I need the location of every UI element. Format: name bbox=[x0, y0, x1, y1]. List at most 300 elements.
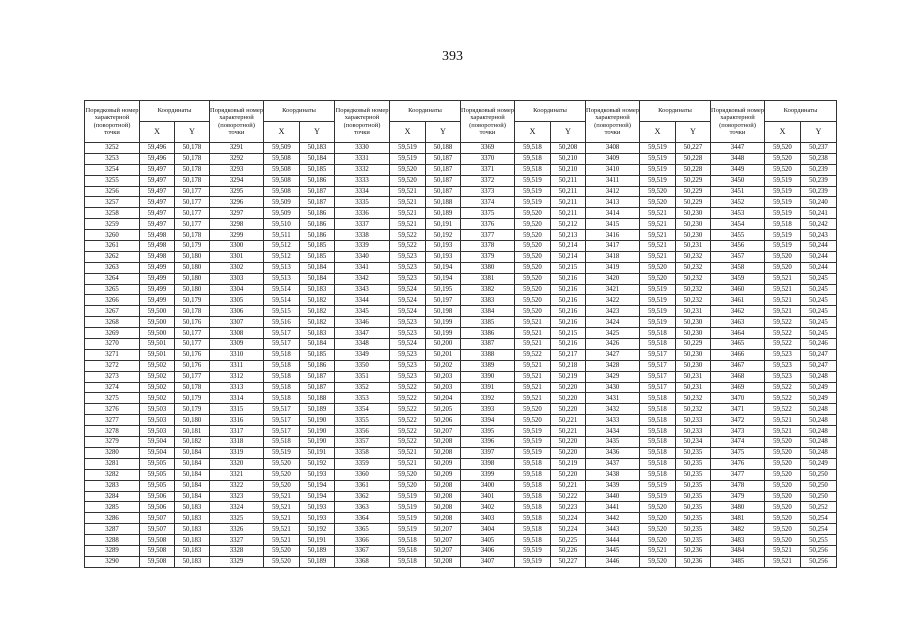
point-number-cell: 3376 bbox=[461, 219, 515, 230]
x-coordinate-cell: 59,524 bbox=[390, 284, 426, 295]
x-coordinate-cell: 59,518 bbox=[264, 360, 300, 371]
point-number-cell: 3298 bbox=[210, 219, 264, 230]
x-coordinate-cell: 59,501 bbox=[140, 339, 175, 350]
x-coordinate-cell: 59,520 bbox=[765, 437, 801, 448]
x-coordinate-cell: 59,498 bbox=[140, 241, 175, 252]
y-coordinate-cell: 50,221 bbox=[551, 415, 586, 426]
point-number-cell: 3289 bbox=[85, 545, 140, 556]
x-coordinate-cell: 59,521 bbox=[640, 230, 676, 241]
x-coordinate-cell: 59,519 bbox=[515, 447, 551, 458]
point-number-cell: 3441 bbox=[586, 502, 640, 513]
x-coordinate-cell: 59,520 bbox=[390, 469, 426, 480]
point-number-cell: 3391 bbox=[461, 382, 515, 393]
point-number-cell: 3260 bbox=[85, 230, 140, 241]
x-coordinate-cell: 59,517 bbox=[640, 349, 676, 360]
x-coordinate-cell: 59,513 bbox=[264, 262, 300, 273]
point-number-cell: 3430 bbox=[586, 382, 640, 393]
point-number-cell: 3327 bbox=[210, 535, 264, 546]
y-coordinate-cell: 50,194 bbox=[426, 273, 461, 284]
point-number-cell: 3455 bbox=[711, 230, 765, 241]
x-coordinate-cell: 59,519 bbox=[640, 295, 676, 306]
x-coordinate-cell: 59,521 bbox=[765, 306, 801, 317]
point-number-cell: 3411 bbox=[586, 175, 640, 186]
table-row bbox=[85, 524, 837, 535]
x-coordinate-cell: 59,518 bbox=[264, 437, 300, 448]
y-coordinate-cell: 50,216 bbox=[551, 295, 586, 306]
point-number-cell: 3362 bbox=[335, 491, 390, 502]
point-number-cell: 3462 bbox=[711, 306, 765, 317]
x-coordinate-cell: 59,520 bbox=[765, 491, 801, 502]
point-number-cell: 3410 bbox=[586, 164, 640, 175]
y-coordinate-cell: 50,183 bbox=[300, 143, 335, 154]
point-number-cell: 3393 bbox=[461, 404, 515, 415]
point-number-cell: 3264 bbox=[85, 273, 140, 284]
y-coordinate-cell: 50,231 bbox=[676, 306, 711, 317]
y-coordinate-cell: 50,220 bbox=[551, 404, 586, 415]
y-coordinate-cell: 50,235 bbox=[676, 480, 711, 491]
x-coordinate-cell: 59,499 bbox=[140, 262, 175, 273]
y-coordinate-cell: 50,248 bbox=[801, 426, 837, 437]
y-coordinate-cell: 50,195 bbox=[426, 284, 461, 295]
y-coordinate-cell: 50,178 bbox=[175, 230, 210, 241]
x-coordinate-cell: 59,522 bbox=[765, 339, 801, 350]
point-number-cell: 3301 bbox=[210, 251, 264, 262]
y-coordinate-cell: 50,243 bbox=[801, 230, 837, 241]
y-coordinate-cell: 50,190 bbox=[300, 426, 335, 437]
table-row bbox=[85, 262, 837, 273]
point-number-cell: 3296 bbox=[210, 197, 264, 208]
point-number-cell: 3343 bbox=[335, 284, 390, 295]
point-number-cell: 3320 bbox=[210, 458, 264, 469]
point-number-cell: 3437 bbox=[586, 458, 640, 469]
y-coordinate-cell: 50,218 bbox=[551, 360, 586, 371]
y-coordinate-cell: 50,232 bbox=[676, 393, 711, 404]
y-coordinate-cell: 50,190 bbox=[300, 437, 335, 448]
x-coordinate-cell: 59,520 bbox=[515, 295, 551, 306]
point-number-cell: 3405 bbox=[461, 535, 515, 546]
y-coordinate-cell: 50,204 bbox=[426, 393, 461, 404]
point-number-cell: 3344 bbox=[335, 295, 390, 306]
table-row bbox=[85, 458, 837, 469]
y-coordinate-cell: 50,177 bbox=[175, 328, 210, 339]
x-coordinate-cell: 59,520 bbox=[765, 535, 801, 546]
x-coordinate-cell: 59,504 bbox=[140, 447, 175, 458]
x-coordinate-cell: 59,519 bbox=[264, 447, 300, 458]
table-row bbox=[85, 339, 837, 350]
point-number-cell: 3459 bbox=[711, 273, 765, 284]
x-coordinate-cell: 59,520 bbox=[264, 469, 300, 480]
table-row bbox=[85, 349, 837, 360]
point-number-cell: 3318 bbox=[210, 437, 264, 448]
x-coordinate-cell: 59,520 bbox=[515, 306, 551, 317]
point-number-cell: 3369 bbox=[461, 143, 515, 154]
point-number-cell: 3432 bbox=[586, 404, 640, 415]
x-coordinate-cell: 59,520 bbox=[515, 219, 551, 230]
point-number-cell: 3413 bbox=[586, 197, 640, 208]
x-coordinate-cell: 59,519 bbox=[390, 491, 426, 502]
table-row bbox=[85, 426, 837, 437]
y-coordinate-cell: 50,242 bbox=[801, 219, 837, 230]
x-coordinate-cell: 59,522 bbox=[390, 415, 426, 426]
point-number-cell: 3387 bbox=[461, 339, 515, 350]
y-coordinate-cell: 50,250 bbox=[801, 469, 837, 480]
x-coordinate-cell: 59,520 bbox=[515, 284, 551, 295]
y-coordinate-cell: 50,256 bbox=[801, 545, 837, 556]
point-number-cell: 3262 bbox=[85, 251, 140, 262]
point-number-cell: 3348 bbox=[335, 339, 390, 350]
x-coordinate-cell: 59,520 bbox=[515, 404, 551, 415]
y-coordinate-cell: 50,185 bbox=[300, 251, 335, 262]
point-number-cell: 3382 bbox=[461, 284, 515, 295]
y-coordinate-cell: 50,180 bbox=[175, 251, 210, 262]
y-coordinate-cell: 50,248 bbox=[801, 447, 837, 458]
table-row bbox=[85, 393, 837, 404]
x-coordinate-cell: 59,519 bbox=[390, 143, 426, 154]
point-number-cell: 3353 bbox=[335, 393, 390, 404]
point-number-cell: 3375 bbox=[461, 208, 515, 219]
y-coordinate-cell: 50,245 bbox=[801, 328, 837, 339]
x-coordinate-cell: 59,522 bbox=[390, 426, 426, 437]
point-number-cell: 3426 bbox=[586, 339, 640, 350]
y-coordinate-cell: 50,248 bbox=[801, 371, 837, 382]
x-coordinate-cell: 59,520 bbox=[765, 251, 801, 262]
point-number-cell: 3482 bbox=[711, 524, 765, 535]
x-coordinate-cell: 59,498 bbox=[140, 251, 175, 262]
point-number-cell: 3277 bbox=[85, 415, 140, 426]
point-number-cell: 3359 bbox=[335, 458, 390, 469]
y-coordinate-cell: 50,220 bbox=[551, 393, 586, 404]
y-coordinate-cell: 50,187 bbox=[426, 175, 461, 186]
y-coordinate-cell: 50,183 bbox=[175, 535, 210, 546]
y-coordinate-cell: 50,185 bbox=[300, 241, 335, 252]
y-coordinate-cell: 50,177 bbox=[175, 197, 210, 208]
x-coordinate-cell: 59,519 bbox=[765, 230, 801, 241]
y-coordinate-cell: 50,189 bbox=[300, 404, 335, 415]
x-coordinate-cell: 59,519 bbox=[640, 491, 676, 502]
point-number-cell: 3288 bbox=[85, 535, 140, 546]
y-coordinate-cell: 50,193 bbox=[300, 513, 335, 524]
y-header: Y bbox=[300, 122, 335, 143]
point-number-cell: 3388 bbox=[461, 349, 515, 360]
table-row bbox=[85, 317, 837, 328]
y-coordinate-cell: 50,246 bbox=[801, 339, 837, 350]
x-coordinate-cell: 59,518 bbox=[264, 349, 300, 360]
point-number-cell: 3286 bbox=[85, 513, 140, 524]
y-header: Y bbox=[551, 122, 586, 143]
x-coordinate-cell: 59,521 bbox=[515, 317, 551, 328]
y-coordinate-cell: 50,250 bbox=[801, 480, 837, 491]
point-number-cell: 3352 bbox=[335, 382, 390, 393]
point-number-cell: 3370 bbox=[461, 153, 515, 164]
point-number-cell: 3365 bbox=[335, 524, 390, 535]
y-coordinate-cell: 50,254 bbox=[801, 524, 837, 535]
y-coordinate-cell: 50,239 bbox=[801, 186, 837, 197]
x-coordinate-cell: 59,518 bbox=[515, 164, 551, 175]
point-number-cell: 3476 bbox=[711, 458, 765, 469]
y-coordinate-cell: 50,187 bbox=[300, 186, 335, 197]
x-coordinate-cell: 59,520 bbox=[264, 458, 300, 469]
point-number-cell: 3293 bbox=[210, 164, 264, 175]
x-coordinate-cell: 59,518 bbox=[640, 328, 676, 339]
x-coordinate-cell: 59,523 bbox=[390, 328, 426, 339]
x-coordinate-cell: 59,521 bbox=[515, 393, 551, 404]
y-coordinate-cell: 50,208 bbox=[426, 447, 461, 458]
y-coordinate-cell: 50,208 bbox=[426, 556, 461, 567]
x-coordinate-cell: 59,518 bbox=[640, 458, 676, 469]
y-coordinate-cell: 50,178 bbox=[175, 164, 210, 175]
x-coordinate-cell: 59,523 bbox=[765, 349, 801, 360]
x-coordinate-cell: 59,521 bbox=[765, 284, 801, 295]
x-coordinate-cell: 59,512 bbox=[264, 251, 300, 262]
coordinates-header: Координаты bbox=[765, 101, 837, 122]
table-row bbox=[85, 535, 837, 546]
point-number-cell: 3456 bbox=[711, 241, 765, 252]
y-coordinate-cell: 50,211 bbox=[551, 186, 586, 197]
coordinates-header: Координаты bbox=[515, 101, 586, 122]
x-coordinate-cell: 59,522 bbox=[390, 393, 426, 404]
y-coordinate-cell: 50,183 bbox=[300, 284, 335, 295]
y-coordinate-cell: 50,209 bbox=[426, 458, 461, 469]
x-coordinate-cell: 59,523 bbox=[765, 360, 801, 371]
point-number-cell: 3473 bbox=[711, 426, 765, 437]
x-coordinate-cell: 59,521 bbox=[765, 426, 801, 437]
x-coordinate-cell: 59,520 bbox=[640, 524, 676, 535]
y-coordinate-cell: 50,217 bbox=[551, 349, 586, 360]
table-row bbox=[85, 197, 837, 208]
y-coordinate-cell: 50,249 bbox=[801, 458, 837, 469]
table-row bbox=[85, 371, 837, 382]
point-number-cell: 3374 bbox=[461, 197, 515, 208]
y-coordinate-cell: 50,194 bbox=[426, 262, 461, 273]
y-coordinate-cell: 50,239 bbox=[801, 164, 837, 175]
point-number-header: Порядковый номер характерной (поворотной) точки bbox=[586, 101, 640, 143]
x-coordinate-cell: 59,522 bbox=[390, 437, 426, 448]
point-number-cell: 3407 bbox=[461, 556, 515, 567]
point-number-cell: 3445 bbox=[586, 545, 640, 556]
x-coordinate-cell: 59,507 bbox=[140, 524, 175, 535]
y-coordinate-cell: 50,235 bbox=[676, 513, 711, 524]
x-coordinate-cell: 59,505 bbox=[140, 458, 175, 469]
table-row bbox=[85, 437, 837, 448]
x-coordinate-cell: 59,520 bbox=[640, 556, 676, 567]
x-coordinate-cell: 59,499 bbox=[140, 273, 175, 284]
point-number-cell: 3328 bbox=[210, 545, 264, 556]
point-number-cell: 3434 bbox=[586, 426, 640, 437]
point-number-cell: 3468 bbox=[711, 371, 765, 382]
x-coordinate-cell: 59,520 bbox=[390, 164, 426, 175]
x-coordinate-cell: 59,523 bbox=[390, 317, 426, 328]
point-number-cell: 3420 bbox=[586, 273, 640, 284]
y-coordinate-cell: 50,190 bbox=[300, 415, 335, 426]
x-coordinate-cell: 59,520 bbox=[640, 535, 676, 546]
point-number-cell: 3276 bbox=[85, 404, 140, 415]
y-coordinate-cell: 50,211 bbox=[551, 208, 586, 219]
point-number-cell: 3397 bbox=[461, 447, 515, 458]
y-coordinate-cell: 50,203 bbox=[426, 371, 461, 382]
point-number-header: Порядковый номер характерной (поворотной) точки bbox=[335, 101, 390, 143]
y-coordinate-cell: 50,229 bbox=[676, 186, 711, 197]
x-coordinate-cell: 59,517 bbox=[264, 404, 300, 415]
x-coordinate-cell: 59,506 bbox=[140, 502, 175, 513]
x-coordinate-cell: 59,522 bbox=[765, 317, 801, 328]
table-row bbox=[85, 208, 837, 219]
point-number-cell: 3303 bbox=[210, 273, 264, 284]
y-coordinate-cell: 50,228 bbox=[676, 153, 711, 164]
x-coordinate-cell: 59,521 bbox=[390, 186, 426, 197]
y-coordinate-cell: 50,235 bbox=[676, 502, 711, 513]
coordinates-header: Координаты bbox=[640, 101, 711, 122]
point-number-cell: 3403 bbox=[461, 513, 515, 524]
y-coordinate-cell: 50,241 bbox=[801, 208, 837, 219]
y-coordinate-cell: 50,199 bbox=[426, 317, 461, 328]
y-coordinate-cell: 50,213 bbox=[551, 230, 586, 241]
point-number-cell: 3291 bbox=[210, 143, 264, 154]
x-coordinate-cell: 59,521 bbox=[640, 241, 676, 252]
point-number-cell: 3355 bbox=[335, 415, 390, 426]
y-coordinate-cell: 50,216 bbox=[551, 339, 586, 350]
y-coordinate-cell: 50,235 bbox=[676, 524, 711, 535]
point-number-cell: 3341 bbox=[335, 262, 390, 273]
coordinates-table bbox=[84, 100, 837, 568]
point-number-cell: 3252 bbox=[85, 143, 140, 154]
y-coordinate-cell: 50,177 bbox=[175, 186, 210, 197]
y-coordinate-cell: 50,236 bbox=[676, 556, 711, 567]
y-coordinate-cell: 50,184 bbox=[175, 447, 210, 458]
y-coordinate-cell: 50,178 bbox=[175, 306, 210, 317]
y-coordinate-cell: 50,249 bbox=[801, 393, 837, 404]
table-row bbox=[85, 295, 837, 306]
point-number-cell: 3266 bbox=[85, 295, 140, 306]
y-coordinate-cell: 50,244 bbox=[801, 262, 837, 273]
y-coordinate-cell: 50,199 bbox=[426, 328, 461, 339]
y-coordinate-cell: 50,216 bbox=[551, 306, 586, 317]
x-coordinate-cell: 59,521 bbox=[264, 535, 300, 546]
point-number-cell: 3436 bbox=[586, 447, 640, 458]
coordinates-header: Координаты bbox=[140, 101, 210, 122]
x-coordinate-cell: 59,520 bbox=[264, 545, 300, 556]
point-number-cell: 3257 bbox=[85, 197, 140, 208]
x-coordinate-cell: 59,520 bbox=[765, 153, 801, 164]
point-number-cell: 3415 bbox=[586, 219, 640, 230]
x-coordinate-cell: 59,518 bbox=[515, 535, 551, 546]
point-number-cell: 3319 bbox=[210, 447, 264, 458]
y-coordinate-cell: 50,255 bbox=[801, 535, 837, 546]
y-coordinate-cell: 50,230 bbox=[676, 349, 711, 360]
x-coordinate-cell: 59,518 bbox=[640, 447, 676, 458]
x-coordinate-cell: 59,519 bbox=[640, 164, 676, 175]
point-number-cell: 3390 bbox=[461, 371, 515, 382]
point-number-cell: 3263 bbox=[85, 262, 140, 273]
x-coordinate-cell: 59,502 bbox=[140, 371, 175, 382]
point-number-cell: 3412 bbox=[586, 186, 640, 197]
point-number-cell: 3479 bbox=[711, 491, 765, 502]
point-number-cell: 3326 bbox=[210, 524, 264, 535]
point-number-cell: 3368 bbox=[335, 556, 390, 567]
point-number-cell: 3332 bbox=[335, 164, 390, 175]
point-number-cell: 3336 bbox=[335, 208, 390, 219]
y-coordinate-cell: 50,180 bbox=[175, 262, 210, 273]
table-row bbox=[85, 404, 837, 415]
x-coordinate-cell: 59,519 bbox=[390, 502, 426, 513]
x-coordinate-cell: 59,520 bbox=[640, 197, 676, 208]
x-coordinate-cell: 59,521 bbox=[640, 219, 676, 230]
y-coordinate-cell: 50,208 bbox=[426, 502, 461, 513]
y-coordinate-cell: 50,187 bbox=[300, 382, 335, 393]
y-coordinate-cell: 50,187 bbox=[426, 164, 461, 175]
point-number-cell: 3431 bbox=[586, 393, 640, 404]
point-number-cell: 3452 bbox=[711, 197, 765, 208]
x-coordinate-cell: 59,520 bbox=[765, 164, 801, 175]
x-coordinate-cell: 59,498 bbox=[140, 230, 175, 241]
point-number-cell: 3292 bbox=[210, 153, 264, 164]
y-coordinate-cell: 50,244 bbox=[801, 241, 837, 252]
point-number-cell: 3485 bbox=[711, 556, 765, 567]
x-coordinate-cell: 59,516 bbox=[264, 317, 300, 328]
x-coordinate-cell: 59,519 bbox=[515, 545, 551, 556]
point-number-cell: 3373 bbox=[461, 186, 515, 197]
x-coordinate-cell: 59,521 bbox=[515, 371, 551, 382]
y-coordinate-cell: 50,185 bbox=[300, 164, 335, 175]
y-coordinate-cell: 50,252 bbox=[801, 502, 837, 513]
x-coordinate-cell: 59,518 bbox=[640, 415, 676, 426]
x-coordinate-cell: 59,523 bbox=[390, 360, 426, 371]
point-number-cell: 3454 bbox=[711, 219, 765, 230]
point-number-cell: 3347 bbox=[335, 328, 390, 339]
y-coordinate-cell: 50,178 bbox=[175, 175, 210, 186]
y-coordinate-cell: 50,207 bbox=[426, 545, 461, 556]
x-coordinate-cell: 59,519 bbox=[515, 197, 551, 208]
x-coordinate-cell: 59,521 bbox=[390, 447, 426, 458]
x-coordinate-cell: 59,521 bbox=[515, 339, 551, 350]
point-number-cell: 3381 bbox=[461, 273, 515, 284]
x-coordinate-cell: 59,518 bbox=[515, 502, 551, 513]
x-coordinate-cell: 59,503 bbox=[140, 415, 175, 426]
point-number-cell: 3379 bbox=[461, 251, 515, 262]
x-coordinate-cell: 59,519 bbox=[765, 175, 801, 186]
y-coordinate-cell: 50,232 bbox=[676, 273, 711, 284]
y-coordinate-cell: 50,183 bbox=[175, 556, 210, 567]
point-number-cell: 3400 bbox=[461, 480, 515, 491]
x-coordinate-cell: 59,521 bbox=[515, 328, 551, 339]
y-coordinate-cell: 50,187 bbox=[426, 186, 461, 197]
y-coordinate-cell: 50,191 bbox=[300, 535, 335, 546]
y-coordinate-cell: 50,182 bbox=[175, 437, 210, 448]
point-number-header: Порядковый номер характерной (поворотной) точки bbox=[461, 101, 515, 143]
point-number-cell: 3451 bbox=[711, 186, 765, 197]
point-number-cell: 3399 bbox=[461, 469, 515, 480]
y-coordinate-cell: 50,194 bbox=[300, 491, 335, 502]
point-number-cell: 3325 bbox=[210, 513, 264, 524]
y-coordinate-cell: 50,211 bbox=[551, 197, 586, 208]
point-number-cell: 3389 bbox=[461, 360, 515, 371]
y-coordinate-cell: 50,216 bbox=[551, 273, 586, 284]
point-number-cell: 3358 bbox=[335, 447, 390, 458]
x-coordinate-cell: 59,520 bbox=[390, 175, 426, 186]
point-number-cell: 3278 bbox=[85, 426, 140, 437]
x-coordinate-cell: 59,523 bbox=[765, 371, 801, 382]
coordinates-header: Координаты bbox=[264, 101, 335, 122]
x-coordinate-cell: 59,497 bbox=[140, 197, 175, 208]
point-number-cell: 3380 bbox=[461, 262, 515, 273]
point-number-cell: 3448 bbox=[711, 153, 765, 164]
y-coordinate-cell: 50,221 bbox=[551, 480, 586, 491]
y-coordinate-cell: 50,182 bbox=[300, 317, 335, 328]
x-coordinate-cell: 59,521 bbox=[264, 524, 300, 535]
y-coordinate-cell: 50,208 bbox=[426, 480, 461, 491]
point-number-cell: 3396 bbox=[461, 437, 515, 448]
point-number-cell: 3444 bbox=[586, 535, 640, 546]
y-coordinate-cell: 50,193 bbox=[426, 241, 461, 252]
